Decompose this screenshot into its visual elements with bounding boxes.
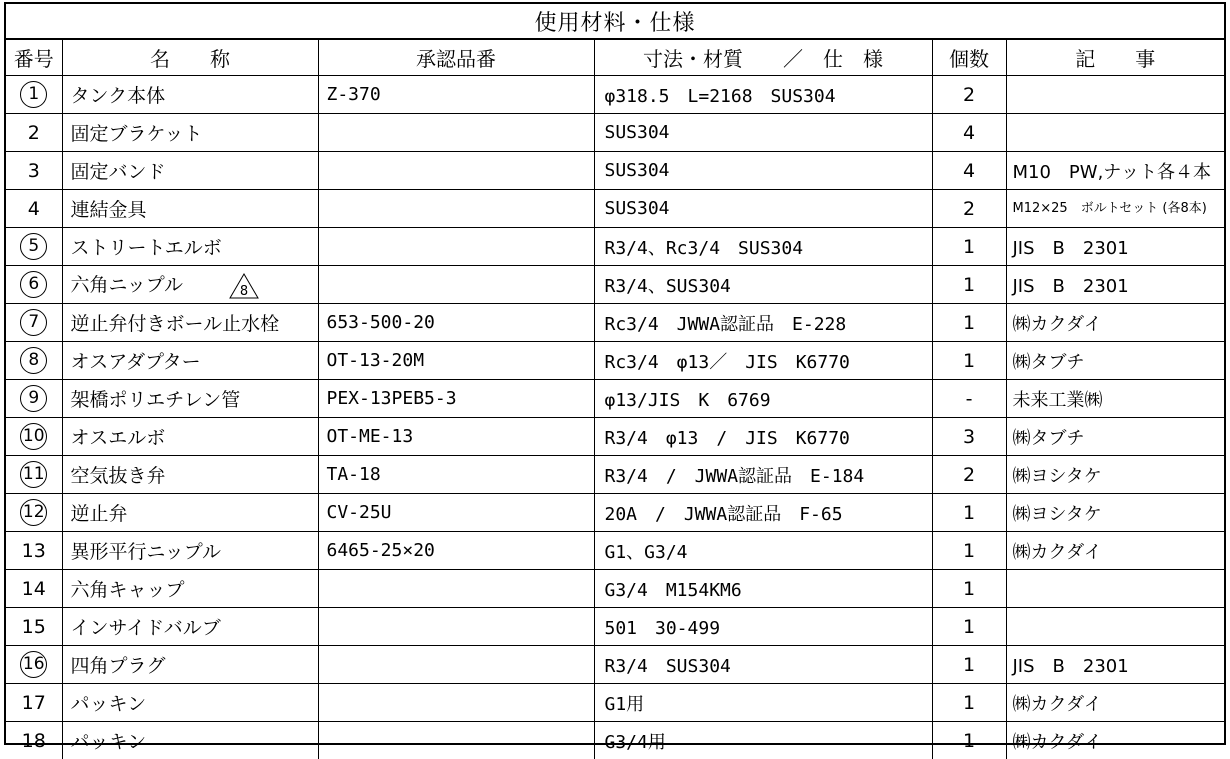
revision-triangle-label: 8 bbox=[240, 284, 248, 299]
item-name: 固定バンド bbox=[71, 161, 166, 183]
quantity: 1 bbox=[932, 722, 1006, 759]
spec-material: 20A / JWWA認証品 F-65 bbox=[594, 494, 932, 532]
approval-number bbox=[318, 152, 594, 190]
item-name: 逆止弁付きボール止水栓 bbox=[71, 313, 280, 335]
item-name: タンク本体 bbox=[71, 85, 166, 107]
header-note: 記 事 bbox=[1006, 40, 1224, 76]
table-row bbox=[6, 228, 1224, 266]
header-qty: 個数 bbox=[932, 40, 1006, 76]
quantity: 1 bbox=[932, 684, 1006, 722]
quantity: 1 bbox=[932, 532, 1006, 570]
item-name: オスアダプター bbox=[71, 351, 201, 373]
note: ㈱カクダイ bbox=[1006, 532, 1224, 570]
item-name-cell bbox=[62, 418, 318, 456]
item-name-cell bbox=[62, 494, 318, 532]
row-number bbox=[6, 304, 62, 342]
row-number-text: 2 bbox=[28, 122, 40, 144]
row-number bbox=[6, 646, 62, 684]
table-row bbox=[6, 266, 1224, 304]
circled-number: 12 bbox=[20, 499, 47, 526]
revision-triangle-icon bbox=[229, 273, 259, 299]
quantity: 1 bbox=[932, 342, 1006, 380]
table-row bbox=[6, 684, 1224, 722]
note: 未来工業㈱ bbox=[1006, 380, 1224, 418]
spec-material: G3/4 M154KM6 bbox=[594, 570, 932, 608]
spec-material: SUS304 bbox=[594, 114, 932, 152]
note: ㈱ヨシタケ bbox=[1006, 494, 1224, 532]
table-row bbox=[6, 418, 1224, 456]
spec-material: Rc3/4 φ13／ JIS K6770 bbox=[594, 342, 932, 380]
quantity: 1 bbox=[932, 570, 1006, 608]
table-row bbox=[6, 570, 1224, 608]
approval-number: PEX-13PEB5-3 bbox=[318, 380, 594, 418]
approval-number: OT-13-20M bbox=[318, 342, 594, 380]
quantity: 1 bbox=[932, 228, 1006, 266]
table-row bbox=[6, 608, 1224, 646]
item-name-cell bbox=[62, 228, 318, 266]
approval-number: 653-500-20 bbox=[318, 304, 594, 342]
approval-number bbox=[318, 684, 594, 722]
item-name-cell bbox=[62, 570, 318, 608]
quantity: 1 bbox=[932, 494, 1006, 532]
spec-material: R3/4 / JWWA認証品 E-184 bbox=[594, 456, 932, 494]
item-name: 空気抜き弁 bbox=[71, 465, 166, 487]
circled-number: 9 bbox=[20, 385, 47, 412]
header-spec: 寸法・材質 ／ 仕 様 bbox=[594, 40, 932, 76]
row-number-text: 13 bbox=[22, 540, 46, 562]
table-row bbox=[6, 456, 1224, 494]
quantity: 1 bbox=[932, 304, 1006, 342]
spec-material: φ318.5 L=2168 SUS304 bbox=[594, 76, 932, 114]
note: M10 PW,ナット各４本 bbox=[1006, 152, 1224, 190]
table-row bbox=[6, 646, 1224, 684]
note: JIS B 2301 bbox=[1006, 228, 1224, 266]
table-row bbox=[6, 114, 1224, 152]
approval-number: Z-370 bbox=[318, 76, 594, 114]
item-name-cell bbox=[62, 190, 318, 228]
row-number-text: 15 bbox=[22, 616, 46, 638]
table-row bbox=[6, 76, 1224, 114]
approval-number bbox=[318, 190, 594, 228]
row-number bbox=[6, 114, 62, 152]
note: ㈱カクダイ bbox=[1006, 722, 1224, 759]
approval-number bbox=[318, 570, 594, 608]
header-no: 番号 bbox=[6, 40, 62, 76]
row-number bbox=[6, 418, 62, 456]
approval-number bbox=[318, 266, 594, 304]
note bbox=[1006, 76, 1224, 114]
item-name: オスエルボ bbox=[71, 427, 166, 449]
row-number bbox=[6, 532, 62, 570]
quantity: - bbox=[932, 380, 1006, 418]
note bbox=[1006, 114, 1224, 152]
spec-material: φ13/JIS K 6769 bbox=[594, 380, 932, 418]
sheet-title: 使用材料・仕様 bbox=[6, 4, 1224, 40]
row-number-text: 4 bbox=[28, 198, 40, 220]
note: M12×25 ボルトセット (各8本) bbox=[1006, 190, 1224, 228]
note: JIS B 2301 bbox=[1006, 266, 1224, 304]
spec-material: R3/4、Rc3/4 SUS304 bbox=[594, 228, 932, 266]
spec-material: Rc3/4 JWWA認証品 E-228 bbox=[594, 304, 932, 342]
quantity: 2 bbox=[932, 76, 1006, 114]
spec-material: G1用 bbox=[594, 684, 932, 722]
approval-number bbox=[318, 114, 594, 152]
row-number bbox=[6, 722, 62, 759]
row-number bbox=[6, 608, 62, 646]
row-number bbox=[6, 76, 62, 114]
materials-table bbox=[6, 40, 1224, 759]
item-name-cell bbox=[62, 304, 318, 342]
quantity: 2 bbox=[932, 190, 1006, 228]
circled-number: 8 bbox=[20, 347, 47, 374]
table-row bbox=[6, 190, 1224, 228]
item-name: 六角キャップ bbox=[71, 579, 185, 601]
item-name-cell bbox=[62, 684, 318, 722]
note: ㈱ヨシタケ bbox=[1006, 456, 1224, 494]
spec-material: 501 30-499 bbox=[594, 608, 932, 646]
row-number bbox=[6, 380, 62, 418]
materials-spec-sheet bbox=[4, 2, 1226, 745]
item-name-cell bbox=[62, 76, 318, 114]
circled-number: 1 bbox=[20, 81, 47, 108]
row-number bbox=[6, 342, 62, 380]
approval-number bbox=[318, 722, 594, 759]
item-name-cell bbox=[62, 114, 318, 152]
row-number bbox=[6, 494, 62, 532]
note bbox=[1006, 570, 1224, 608]
item-name: パッキン bbox=[71, 693, 147, 715]
table-row bbox=[6, 380, 1224, 418]
row-number-text: 3 bbox=[28, 160, 40, 182]
item-name: 六角ニップル bbox=[71, 274, 183, 296]
row-number bbox=[6, 152, 62, 190]
row-number bbox=[6, 684, 62, 722]
spec-material: G3/4用 bbox=[594, 722, 932, 759]
approval-number: OT-ME-13 bbox=[318, 418, 594, 456]
item-name-cell bbox=[62, 646, 318, 684]
item-name: 四角プラグ bbox=[71, 655, 166, 677]
approval-number bbox=[318, 228, 594, 266]
item-name-cell bbox=[62, 722, 318, 759]
item-name-cell bbox=[62, 152, 318, 190]
row-number-text: 18 bbox=[22, 730, 46, 752]
spec-material: G1、G3/4 bbox=[594, 532, 932, 570]
row-number bbox=[6, 456, 62, 494]
item-name: インサイドバルブ bbox=[71, 617, 221, 639]
approval-number bbox=[318, 608, 594, 646]
item-name: 連結金具 bbox=[71, 199, 147, 221]
item-name-cell bbox=[62, 380, 318, 418]
approval-number: TA-18 bbox=[318, 456, 594, 494]
quantity: 4 bbox=[932, 152, 1006, 190]
circled-number: 11 bbox=[20, 461, 47, 488]
quantity: 3 bbox=[932, 418, 1006, 456]
circled-number: 10 bbox=[20, 423, 47, 450]
note: ㈱タブチ bbox=[1006, 342, 1224, 380]
quantity: 2 bbox=[932, 456, 1006, 494]
note bbox=[1006, 608, 1224, 646]
circled-number: 6 bbox=[20, 271, 47, 298]
item-name: 異形平行ニップル bbox=[71, 541, 221, 563]
row-number bbox=[6, 266, 62, 304]
header-row bbox=[6, 40, 1224, 76]
item-name: 架橋ポリエチレン管 bbox=[71, 389, 241, 411]
item-name: ストリートエルボ bbox=[71, 237, 222, 259]
item-name-cell bbox=[62, 608, 318, 646]
quantity: 1 bbox=[932, 608, 1006, 646]
note: ㈱タブチ bbox=[1006, 418, 1224, 456]
quantity: 1 bbox=[932, 646, 1006, 684]
spec-material: R3/4 SUS304 bbox=[594, 646, 932, 684]
table-row bbox=[6, 494, 1224, 532]
note: JIS B 2301 bbox=[1006, 646, 1224, 684]
header-approval: 承認品番 bbox=[318, 40, 594, 76]
item-name-cell bbox=[62, 456, 318, 494]
table-row bbox=[6, 532, 1224, 570]
circled-number: 7 bbox=[20, 309, 47, 336]
row-number bbox=[6, 190, 62, 228]
table-row bbox=[6, 152, 1224, 190]
item-name-cell bbox=[62, 342, 318, 380]
table-row bbox=[6, 722, 1224, 759]
row-number bbox=[6, 228, 62, 266]
item-name: パッキン bbox=[71, 731, 147, 753]
table-row bbox=[6, 342, 1224, 380]
note: ㈱カクダイ bbox=[1006, 304, 1224, 342]
approval-number bbox=[318, 646, 594, 684]
header-name: 名 称 bbox=[62, 40, 318, 76]
spec-material: SUS304 bbox=[594, 190, 932, 228]
approval-number: 6465-25×20 bbox=[318, 532, 594, 570]
item-name-cell bbox=[62, 532, 318, 570]
spec-material: R3/4 φ13 / JIS K6770 bbox=[594, 418, 932, 456]
note: ㈱カクダイ bbox=[1006, 684, 1224, 722]
quantity: 1 bbox=[932, 266, 1006, 304]
row-number bbox=[6, 570, 62, 608]
circled-number: 16 bbox=[20, 651, 47, 678]
item-name: 固定ブラケット bbox=[71, 123, 203, 145]
item-name: 逆止弁 bbox=[71, 503, 128, 525]
quantity: 4 bbox=[932, 114, 1006, 152]
item-name-cell bbox=[62, 266, 318, 304]
approval-number: CV-25U bbox=[318, 494, 594, 532]
spec-material: SUS304 bbox=[594, 152, 932, 190]
row-number-text: 17 bbox=[22, 692, 46, 714]
table-row bbox=[6, 304, 1224, 342]
row-number-text: 14 bbox=[22, 578, 46, 600]
circled-number: 5 bbox=[20, 233, 47, 260]
spec-material: R3/4、SUS304 bbox=[594, 266, 932, 304]
